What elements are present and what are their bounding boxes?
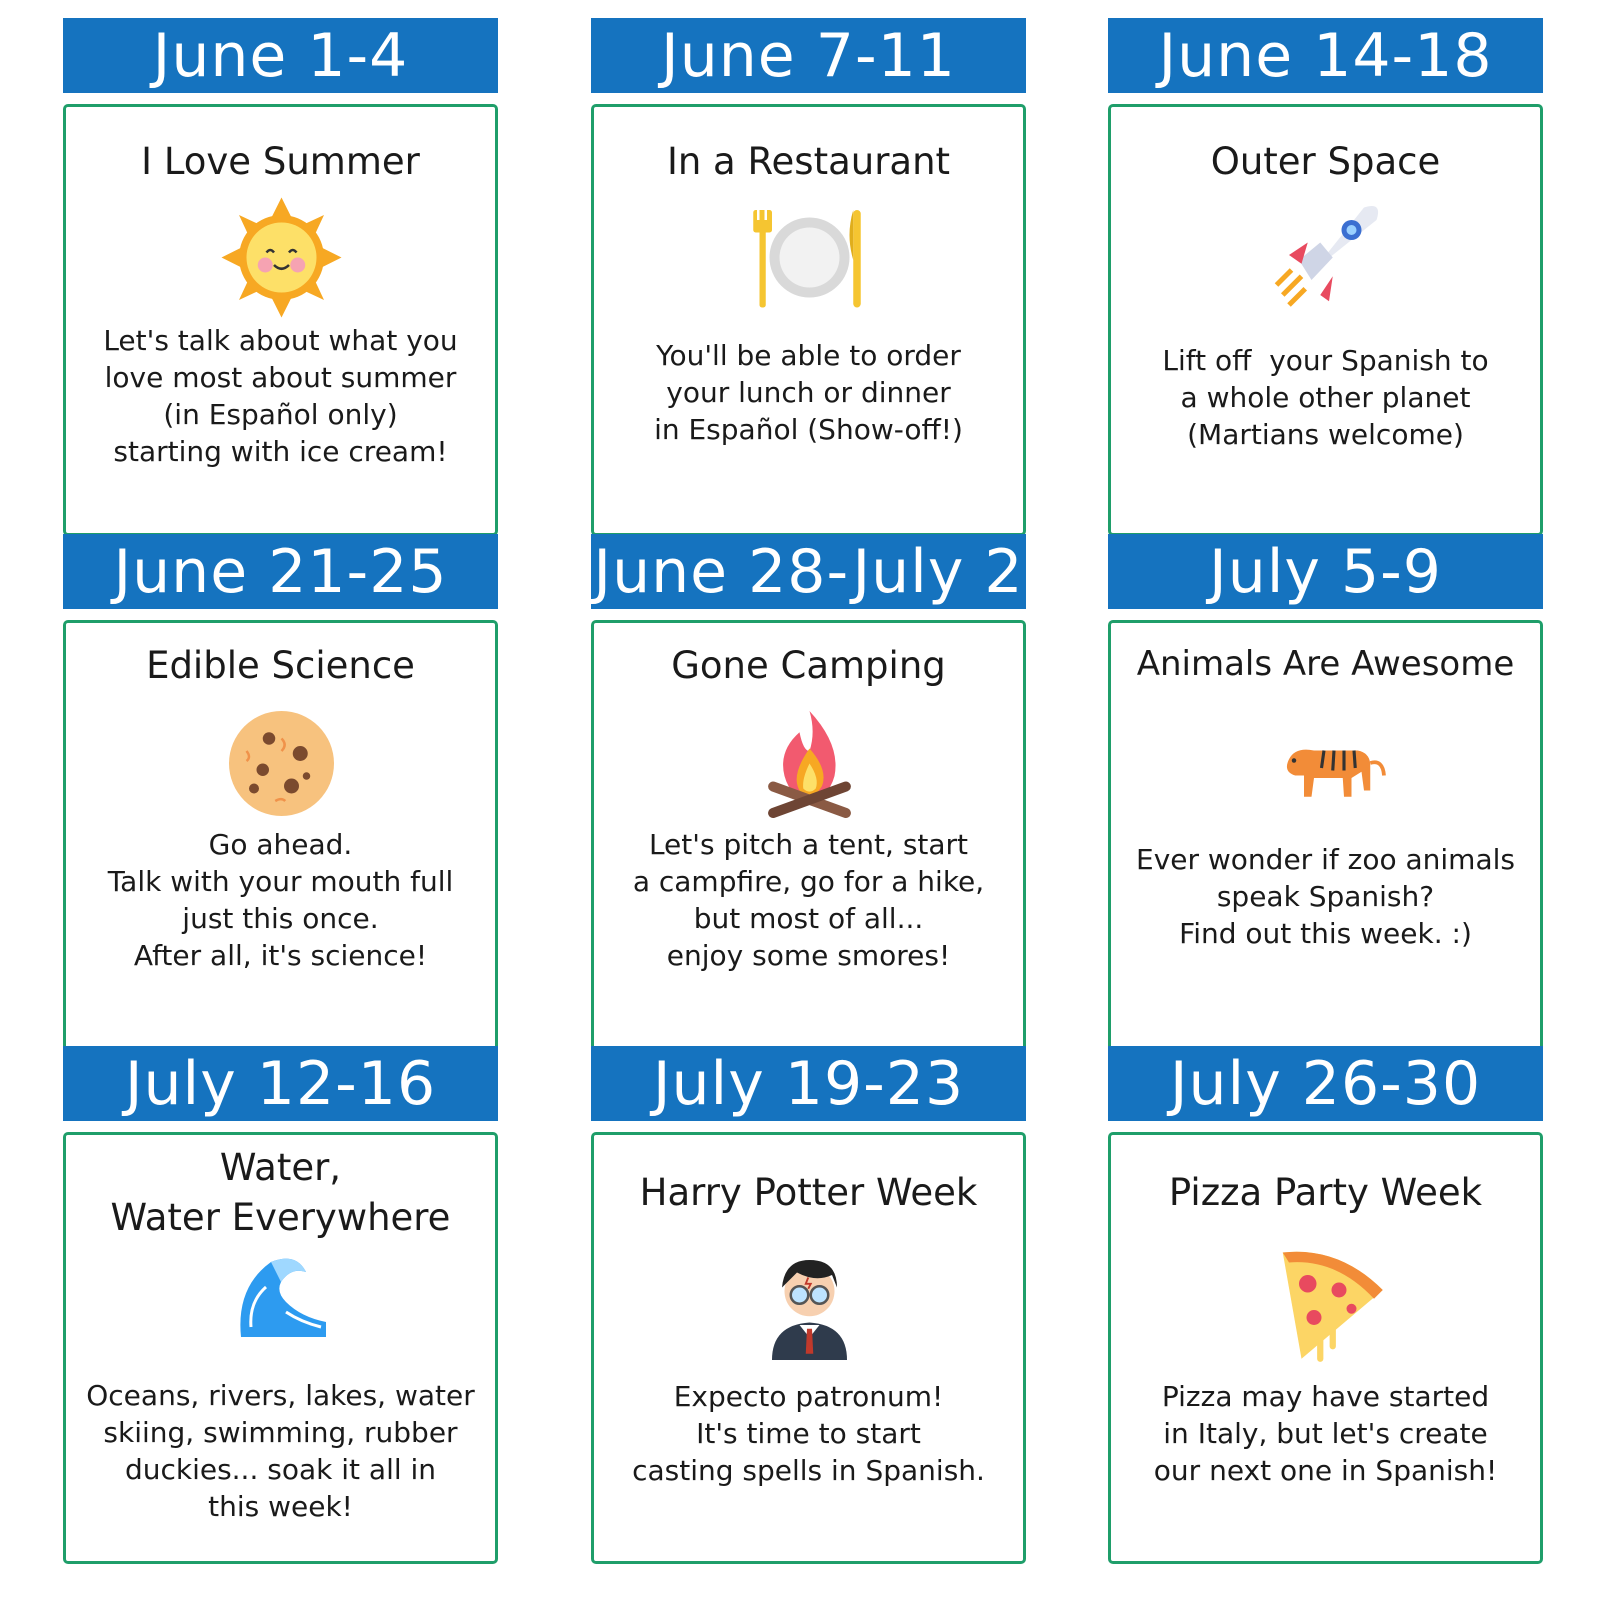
theme-description xyxy=(608,337,1009,448)
week-block-9 xyxy=(1108,1046,1543,1487)
desc-line: but most of all... xyxy=(693,902,924,935)
desc-line: just this once. xyxy=(182,902,379,935)
week-dates: July 26-30 xyxy=(1108,1046,1543,1121)
desc-line: in Español (Show-off!) xyxy=(654,413,963,446)
sun-icon xyxy=(219,195,344,320)
desc-line: Oceans, rivers, lakes, water xyxy=(86,1379,475,1412)
week-block-2 xyxy=(591,18,1026,446)
desc-line: speak Spanish? xyxy=(1216,880,1435,913)
week-block-8 xyxy=(591,1046,1026,1487)
theme-card xyxy=(1108,620,1543,1052)
desc-line: (in Español only) xyxy=(163,398,398,431)
theme-card xyxy=(63,104,498,536)
desc-line: this week! xyxy=(208,1490,353,1523)
desc-line: enjoy some smores! xyxy=(666,939,951,972)
theme-title-line: Edible Science xyxy=(146,644,415,687)
desc-line: our next one in Spanish! xyxy=(1153,1454,1498,1487)
desc-line: Expecto patronum! xyxy=(673,1380,944,1413)
desc-line: your lunch or dinner xyxy=(666,376,951,409)
wave-icon xyxy=(221,1247,341,1347)
week-block-3 xyxy=(1108,18,1543,451)
desc-line: You'll be able to order xyxy=(656,339,961,372)
campfire-icon xyxy=(747,701,872,826)
wizard-icon xyxy=(747,1235,872,1360)
theme-title xyxy=(1111,137,1540,187)
desc-line: starting with ice cream! xyxy=(113,435,448,468)
theme-title xyxy=(594,137,1023,187)
week-dates: June 14-18 xyxy=(1108,18,1543,93)
desc-line: Pizza may have started xyxy=(1161,1380,1490,1413)
theme-title xyxy=(1111,639,1540,689)
theme-title-line: Outer Space xyxy=(1210,140,1441,183)
week-dates: July 19-23 xyxy=(591,1046,1026,1121)
theme-description xyxy=(80,826,481,974)
theme-card xyxy=(1108,1132,1543,1564)
desc-line: skiing, swimming, rubber xyxy=(103,1416,458,1449)
theme-title xyxy=(594,641,1023,691)
desc-line: Let's talk about what you xyxy=(103,324,458,357)
pizza-icon xyxy=(1264,1240,1389,1365)
desc-line: It's time to start xyxy=(696,1417,921,1450)
week-block-6 xyxy=(1108,534,1543,950)
desc-line: duckies... soak it all in xyxy=(124,1453,437,1486)
desc-line: Go ahead. xyxy=(208,828,353,861)
desc-line: in Italy, but let's create xyxy=(1163,1417,1488,1450)
week-block-5 xyxy=(591,534,1026,972)
cookie-icon xyxy=(219,701,344,826)
week-dates: July 12-16 xyxy=(63,1046,498,1121)
desc-line: a campfire, go for a hike, xyxy=(632,865,985,898)
theme-description xyxy=(1125,342,1526,453)
theme-title-line: I Love Summer xyxy=(141,140,420,183)
desc-line: love most about summer xyxy=(104,361,457,394)
theme-title-line: Pizza Party Week xyxy=(1168,1171,1483,1214)
desc-line: Talk with your mouth full xyxy=(107,865,454,898)
theme-description xyxy=(1125,841,1526,952)
week-dates: June 28-July 2 xyxy=(591,534,1026,609)
desc-line: (Martians welcome) xyxy=(1187,418,1464,451)
theme-title xyxy=(66,1143,495,1243)
theme-description xyxy=(608,826,1009,974)
rocket-icon xyxy=(1264,195,1389,320)
theme-description xyxy=(80,1377,481,1525)
theme-card xyxy=(591,620,1026,1052)
desc-line: a whole other planet xyxy=(1180,381,1471,414)
week-block-1 xyxy=(63,18,498,468)
theme-title xyxy=(1111,1168,1540,1218)
desc-line: Lift off your Spanish to xyxy=(1162,344,1489,377)
theme-card xyxy=(591,1132,1026,1564)
theme-title-line: Gone Camping xyxy=(671,644,946,687)
theme-title xyxy=(66,641,495,691)
week-block-4 xyxy=(63,534,498,972)
desc-line: Find out this week. :) xyxy=(1179,917,1472,950)
theme-card xyxy=(591,104,1026,536)
week-dates: June 7-11 xyxy=(591,18,1026,93)
theme-description xyxy=(80,322,481,470)
tiger-icon xyxy=(1264,703,1389,828)
desc-line: Let's pitch a tent, start xyxy=(648,828,969,861)
theme-title-line: Harry Potter Week xyxy=(639,1171,978,1214)
week-dates: June 21-25 xyxy=(63,534,498,609)
theme-description xyxy=(1125,1378,1526,1489)
desc-line: casting spells in Spanish. xyxy=(632,1454,985,1487)
theme-title-line: Animals Are Awesome xyxy=(1136,644,1515,684)
theme-title xyxy=(66,137,495,187)
theme-title-line: Water Everywhere xyxy=(110,1196,451,1239)
week-block-7 xyxy=(63,1046,498,1523)
theme-title-line: In a Restaurant xyxy=(666,140,951,183)
theme-description xyxy=(608,1378,1009,1489)
plate-fork-knife-icon xyxy=(747,195,872,320)
desc-line: After all, it's science! xyxy=(133,939,428,972)
week-dates: June 1-4 xyxy=(63,18,498,93)
desc-line: Ever wonder if zoo animals xyxy=(1136,843,1515,876)
theme-card xyxy=(63,1132,498,1564)
theme-title-line: Water, xyxy=(219,1146,342,1189)
theme-title xyxy=(594,1168,1023,1218)
theme-card xyxy=(63,620,498,1052)
theme-card xyxy=(1108,104,1543,536)
week-dates: July 5-9 xyxy=(1108,534,1543,609)
